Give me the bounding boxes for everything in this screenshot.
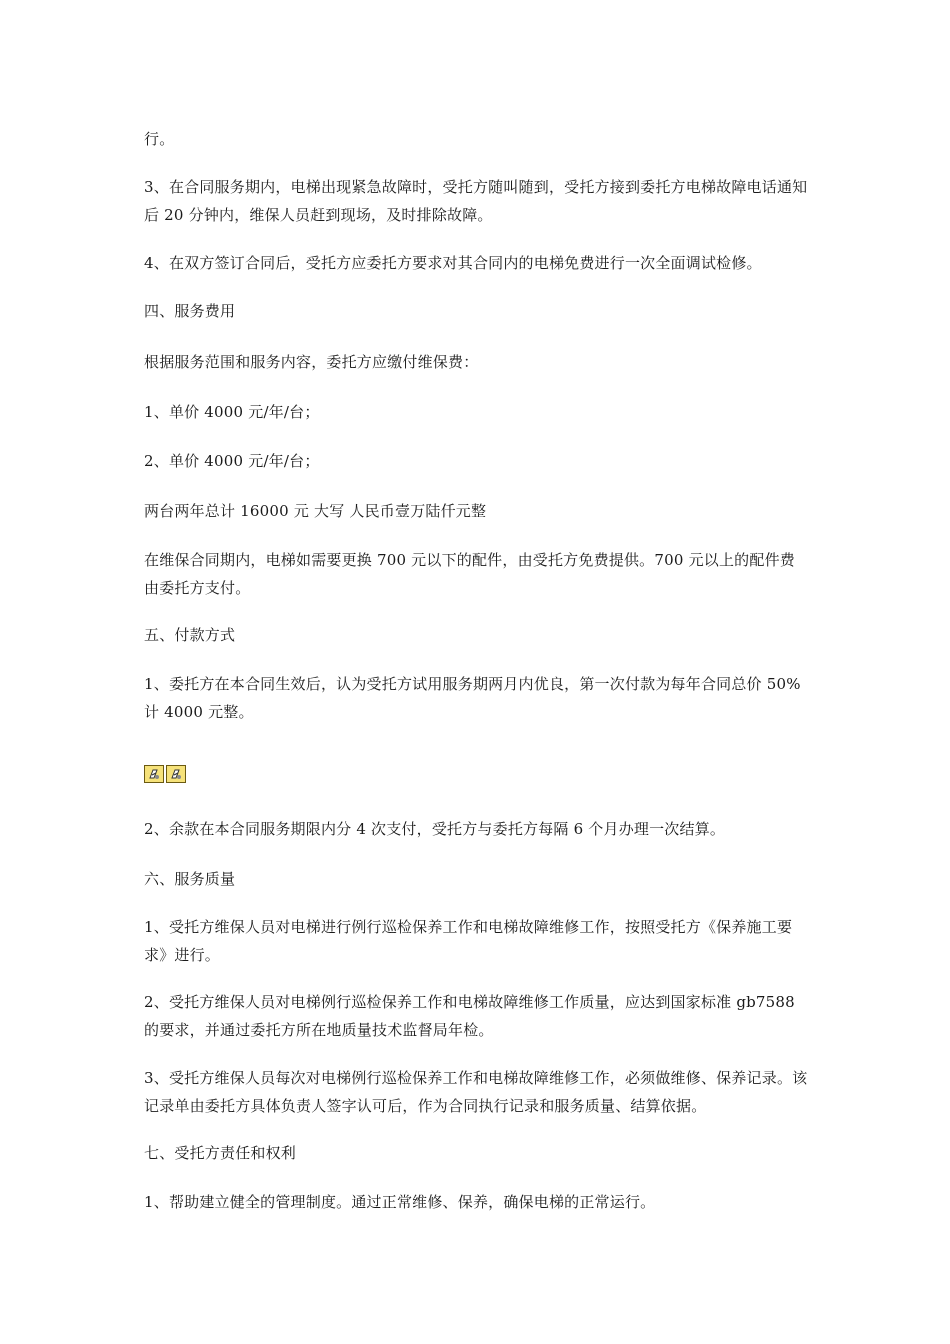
embedded-object-icon [166, 765, 186, 783]
paragraph: 1、受托方维保人员对电梯进行例行巡检保养工作和电梯故障维修工作，按照受托方《保养施工要求》进行。 [144, 918, 793, 964]
section-heading: 六、服务质量 [144, 870, 236, 888]
paragraph: 1、单价 4000 元/年/台； [144, 403, 320, 421]
paragraph: 根据服务范围和服务内容，委托方应缴付维保费： [144, 353, 479, 371]
paragraph: 1、帮助建立健全的管理制度。通过正常维修、保养，确保电梯的正常运行。 [144, 1193, 656, 1211]
paragraph: 2、单价 4000 元/年/台； [144, 452, 320, 470]
embedded-objects [144, 765, 186, 785]
paragraph: 在维保合同期内，电梯如需要更换 700 元以下的配件，由受托方免费提供。700 元以上的配件费由委托方支付。 [144, 551, 795, 597]
section-heading: 七、受托方责任和权利 [144, 1144, 297, 1162]
paragraph: 两台两年总计 16000 元 大写 人民币壹万陆仟元整 [144, 502, 487, 520]
paragraph: 4、在双方签订合同后，受托方应委托方要求对其合同内的电梯免费进行一次全面调试检修。 [144, 254, 762, 272]
section-heading: 五、付款方式 [144, 626, 236, 644]
paragraph: 3、在合同服务期内，电梯出现紧急故障时，受托方随叫随到，受托方接到委托方电梯故障电话通知后 20 分钟内，维保人员赶到现场，及时排除故障。 [144, 178, 808, 224]
paragraph: 1、委托方在本合同生效后，认为受托方试用服务期两月内优良，第一次付款为每年合同总价 50%计 4000 元整。 [144, 675, 801, 721]
paragraph: 行。 [144, 130, 175, 148]
section-heading: 四、服务费用 [144, 302, 236, 320]
paragraph: 3、受托方维保人员每次对电梯例行巡检保养工作和电梯故障维修工作，必须做维修、保养记录。该记录单由委托方具体负责人签字认可后，作为合同执行记录和服务质量、结算依据。 [144, 1069, 808, 1115]
embedded-object-icon [144, 765, 164, 783]
paragraph: 2、余款在本合同服务期限内分 4 次支付，受托方与委托方每隔 6 个月办理一次结算。 [144, 820, 726, 838]
paragraph: 2、受托方维保人员对电梯例行巡检保养工作和电梯故障维修工作质量，应达到国家标准 gb7588 的要求，并通过委托方所在地质量技术监督局年检。 [144, 993, 795, 1039]
